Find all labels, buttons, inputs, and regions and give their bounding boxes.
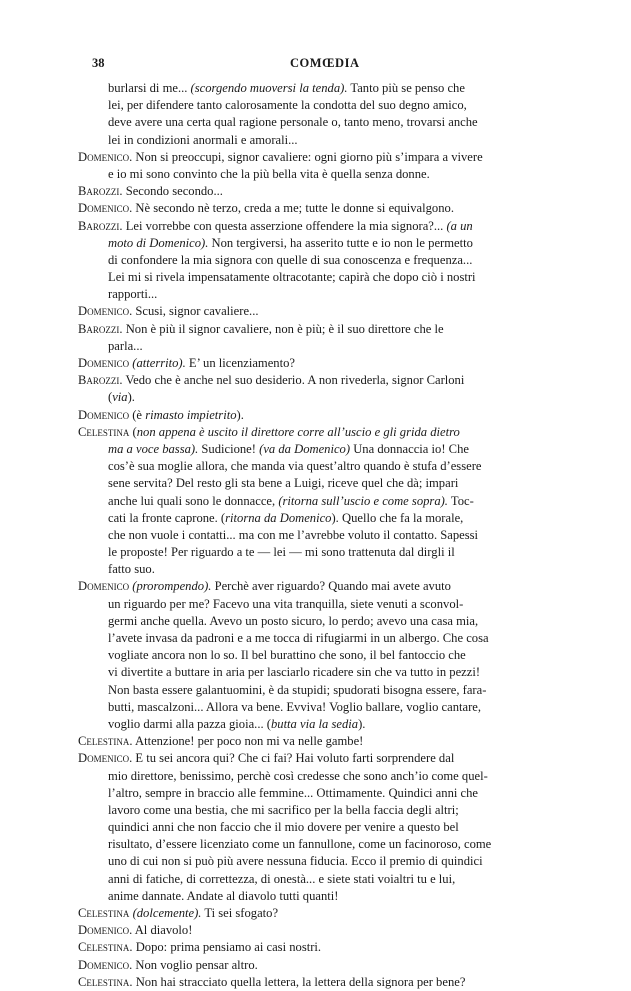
text-line — [78, 664, 568, 681]
dialogue-text: vi divertite a buttare in aria per lasciarlo ricadere sin che va tutto in pezzi! — [108, 665, 481, 680]
text-line — [78, 252, 568, 269]
stage-direction: non appena è uscito il direttore corre all’uscio e gli grida dietro — [136, 424, 460, 439]
text-line — [78, 458, 568, 475]
dialogue-text: anche lui quali sono le donnacce, — [108, 493, 279, 508]
stage-direction: (prorompendo). — [132, 579, 212, 594]
dialogue-text: Vedo che è anche nel suo desiderio. A non rivederla, signor Carloni — [122, 373, 465, 388]
page-number: 38 — [92, 56, 105, 70]
speaker-name: Domenico — [78, 356, 130, 370]
stage-direction: (ritorna sull’uscio e come sopra). — [278, 493, 448, 508]
text-line — [78, 768, 568, 785]
text-line — [78, 389, 568, 406]
speaker-name: Celestina. — [78, 734, 133, 749]
dialogue-text: rapporti... — [108, 287, 158, 302]
speaker-name: Domenico. — [78, 149, 133, 164]
text-line — [78, 939, 568, 956]
dialogue-text: Attenzione! per poco non mi va nelle gambe! — [132, 734, 364, 749]
text-line — [78, 819, 568, 836]
text-line — [78, 871, 568, 888]
dialogue-text: anime dannate. Andate al diavolo tutti quanti! — [108, 888, 339, 903]
text-line — [78, 544, 568, 561]
speaker-name: Barozzi. — [78, 218, 123, 233]
stage-direction: (atterrito). — [132, 356, 186, 370]
dialogue-text: uno di cui non si può più avere nessuna fiducia. Ecco il premio di quindici — [108, 854, 483, 869]
text-line — [78, 802, 568, 819]
dialogue-text: sene servita? Del resto gli sta bene a Luigi, riceve quel che dà; impari — [108, 476, 459, 491]
text-line — [78, 269, 568, 286]
dialogue-text: vogliate ancora non lo so. Il bel burattino che sono, il bel fantoccio che — [108, 648, 466, 663]
text-line — [78, 286, 568, 303]
dialogue-text: Dopo: prima pensiamo ai casi nostri. — [132, 940, 322, 955]
text-line — [78, 510, 568, 527]
text-line — [78, 355, 568, 372]
speaker-name: Celestina. — [78, 940, 133, 955]
dialogue-text: Toc- — [447, 493, 474, 508]
text-line — [78, 303, 568, 320]
speaker-name: Domenico — [78, 579, 130, 594]
speaker-name: Domenico. — [78, 923, 133, 938]
dialogue-text: burlarsi di me... — [108, 81, 191, 95]
dialogue-text: Scusi, signor cavaliere... — [132, 304, 259, 319]
text-line — [78, 578, 568, 595]
dialogue-text: e io mi sono convinto che la più bella vita è quella senza donne. — [108, 166, 430, 181]
dialogue-text: (è — [129, 407, 146, 422]
dialogue-text: ). Quello che fa la morale, — [331, 510, 464, 525]
text-line — [78, 922, 568, 939]
text-line — [78, 974, 568, 991]
text-line — [78, 372, 568, 389]
speaker-name: Barozzi. — [78, 184, 123, 199]
speaker-name: Barozzi. — [78, 373, 123, 388]
dialogue-text: mio direttore, benissimo, perchè così credesse che sono anch’io come quel- — [108, 768, 488, 783]
stage-direction: via — [112, 390, 128, 405]
text-line — [78, 750, 568, 767]
text-line — [78, 957, 568, 974]
text-line — [78, 235, 568, 252]
text-line — [78, 407, 568, 424]
stage-direction: (va da Domenico) — [259, 441, 351, 456]
dialogue-text: Nè secondo nè terzo, creda a me; tutte le donne si equivalgono. — [132, 201, 454, 216]
dialogue-text: Sudicione! — [198, 441, 260, 456]
dialogue-text: Tanto più se penso che — [347, 81, 465, 95]
dialogue-text: Non tergiversi, ha asserito tutte e io non le permetto — [208, 235, 473, 250]
text-line — [78, 218, 568, 235]
speaker-name: Domenico. — [78, 304, 133, 319]
dialogue-text: Ti sei sfogato? — [201, 906, 279, 920]
text-line — [78, 785, 568, 802]
dialogue-text: che non vuole i contatti... ma con me l’avrebbe voluto il contatto. Sapessi — [108, 527, 479, 542]
speaker-name: Celestina — [78, 424, 130, 439]
text-line — [78, 321, 568, 338]
stage-direction: butta via la sedia — [270, 716, 359, 731]
dialogue-text: E’ un licenziamento? — [185, 356, 295, 370]
dialogue-text: Lei mi si rivela impensatamente oltracotante; capirà che dopo ciò i nostri — [108, 270, 476, 285]
text-line — [78, 716, 568, 733]
text-line — [78, 699, 568, 716]
text-line — [78, 441, 568, 458]
speaker-name: Celestina. — [78, 974, 133, 989]
text-line — [78, 647, 568, 664]
dialogue-text: quindici anni che non faccio che il mio dovere per venire a questo bel — [108, 820, 459, 835]
text-line — [78, 200, 568, 217]
dialogue-text: di confondere la mia signora con quelle di sua conoscenza e frequenza... — [108, 252, 473, 267]
dialogue-text: risultato, d’essere licenziato come un fannullone, come un facinoroso, come — [108, 837, 492, 852]
text-line — [78, 630, 568, 647]
dialogue-text: ( — [108, 390, 113, 405]
dialogue-text: Secondo secondo... — [122, 184, 223, 199]
dialogue-text: Perchè aver riguardo? Quando mai avete avuto — [211, 579, 451, 594]
text-line — [78, 149, 568, 166]
speaker-name: Barozzi. — [78, 321, 123, 336]
text-line — [78, 596, 568, 613]
dialogue-text: germi anche quella. Avevo un posto sicuro, lo perdo; avevo una casa mia, — [108, 613, 479, 628]
dialogue-text: E tu sei ancora qui? Che ci fai? Hai voluto farti sorprendere dal — [132, 751, 455, 766]
dialogue-text: Non è più il signor cavaliere, non è più; è il suo direttore che le — [122, 321, 444, 336]
play-text — [78, 80, 568, 991]
dialogue-text: deve avere una certa qual ragione personale o, tanto meno, trovarsi anche — [108, 115, 478, 130]
text-line — [78, 424, 568, 441]
text-line — [78, 493, 568, 510]
dialogue-text: cati la fronte caprone. ( — [108, 510, 226, 525]
dialogue-text: ). — [358, 716, 366, 731]
speaker-name: Domenico — [78, 407, 130, 422]
stage-direction: (scorgendo muoversi la tenda). — [190, 81, 348, 95]
text-line — [78, 613, 568, 630]
text-line — [78, 853, 568, 870]
text-line — [78, 527, 568, 544]
text-line — [78, 888, 568, 905]
dialogue-text: ). — [236, 407, 244, 422]
speaker-name: Domenico. — [78, 201, 133, 216]
text-line — [78, 836, 568, 853]
dialogue-text: fatto suo. — [108, 562, 155, 577]
text-line — [78, 97, 568, 114]
dialogue-text: lei, per difendere tanto calorosamente la condotta del suo degno amico, — [108, 98, 467, 113]
dialogue-text: butti, mascalzoni... Allora va bene. Evviva! Voglio ballare, voglio cantare, — [108, 699, 482, 714]
dialogue-text: Lei vorrebbe con questa asserzione offendere la mia signora?... — [122, 218, 447, 233]
dialogue-text: le proposte! Per riguardo a te — lei — mi sono trattenuta dal dirgli il — [108, 545, 455, 560]
dialogue-text: Non si preoccupi, signor cavaliere: ogni giorno più s’impara a vivere — [132, 149, 483, 164]
dialogue-text: anni di fatiche, di correttezza, di onestà... e siete stati voialtri tu e lui, — [108, 871, 456, 886]
dialogue-text: cos’è sua moglie allora, che manda via quest’altro quando è stufa d’essere — [108, 459, 482, 474]
stage-direction: ma a voce bassa). — [108, 441, 199, 456]
dialogue-text: Una donnaccia io! Che — [350, 441, 469, 456]
stage-direction: moto di Domenico). — [108, 235, 209, 250]
dialogue-text: Non basta essere galantuomini, è da stupidi; spudorati bisogna essere, fara- — [108, 682, 487, 697]
speaker-name: Domenico. — [78, 957, 133, 972]
text-line — [78, 183, 568, 200]
text-line — [78, 338, 568, 355]
stage-direction: rimasto impietrito — [145, 407, 237, 422]
text-line — [78, 475, 568, 492]
speaker-name: Domenico. — [78, 751, 133, 766]
dialogue-text: Non hai stracciato quella lettera, la lettera della signora per bene? — [132, 974, 466, 989]
page-header — [0, 56, 631, 74]
dialogue-text: ( — [129, 424, 137, 439]
dialogue-text: l’altro, sempre in braccio alle femmine... Ottimamente. Quindici anni che — [108, 785, 478, 800]
running-title: COMŒDIA — [290, 56, 360, 70]
dialogue-text: Al diavolo! — [132, 923, 193, 938]
text-line — [78, 561, 568, 578]
text-line — [78, 733, 568, 750]
dialogue-text: lei in condizioni anormali e amorali... — [108, 132, 298, 147]
text-line — [78, 80, 568, 97]
text-line — [78, 905, 568, 922]
stage-direction: (dolcemente). — [132, 906, 202, 920]
text-line — [78, 682, 568, 699]
dialogue-text: lavoro come una bestia, che mi sacrifico per la bella faccia degli altri; — [108, 802, 459, 817]
dialogue-text: voglio darmi alla pazza gioia... ( — [108, 716, 271, 731]
speaker-name: Celestina — [78, 906, 130, 920]
dialogue-text: Non voglio pensar altro. — [132, 957, 258, 972]
dialogue-text: l’avete invasa da padroni e a me tocca di rifugiarmi in un albergo. Che cosa — [108, 631, 489, 645]
stage-direction: (a un — [446, 218, 473, 233]
text-line — [78, 166, 568, 183]
dialogue-text: un riguardo per me? Facevo una vita tranquilla, siete venuti a sconvol- — [108, 596, 464, 611]
text-line — [78, 114, 568, 131]
dialogue-text: parla... — [108, 338, 143, 353]
stage-direction: ritorna da Domenico — [225, 510, 332, 525]
dialogue-text: ). — [127, 390, 135, 405]
text-line — [78, 132, 568, 149]
